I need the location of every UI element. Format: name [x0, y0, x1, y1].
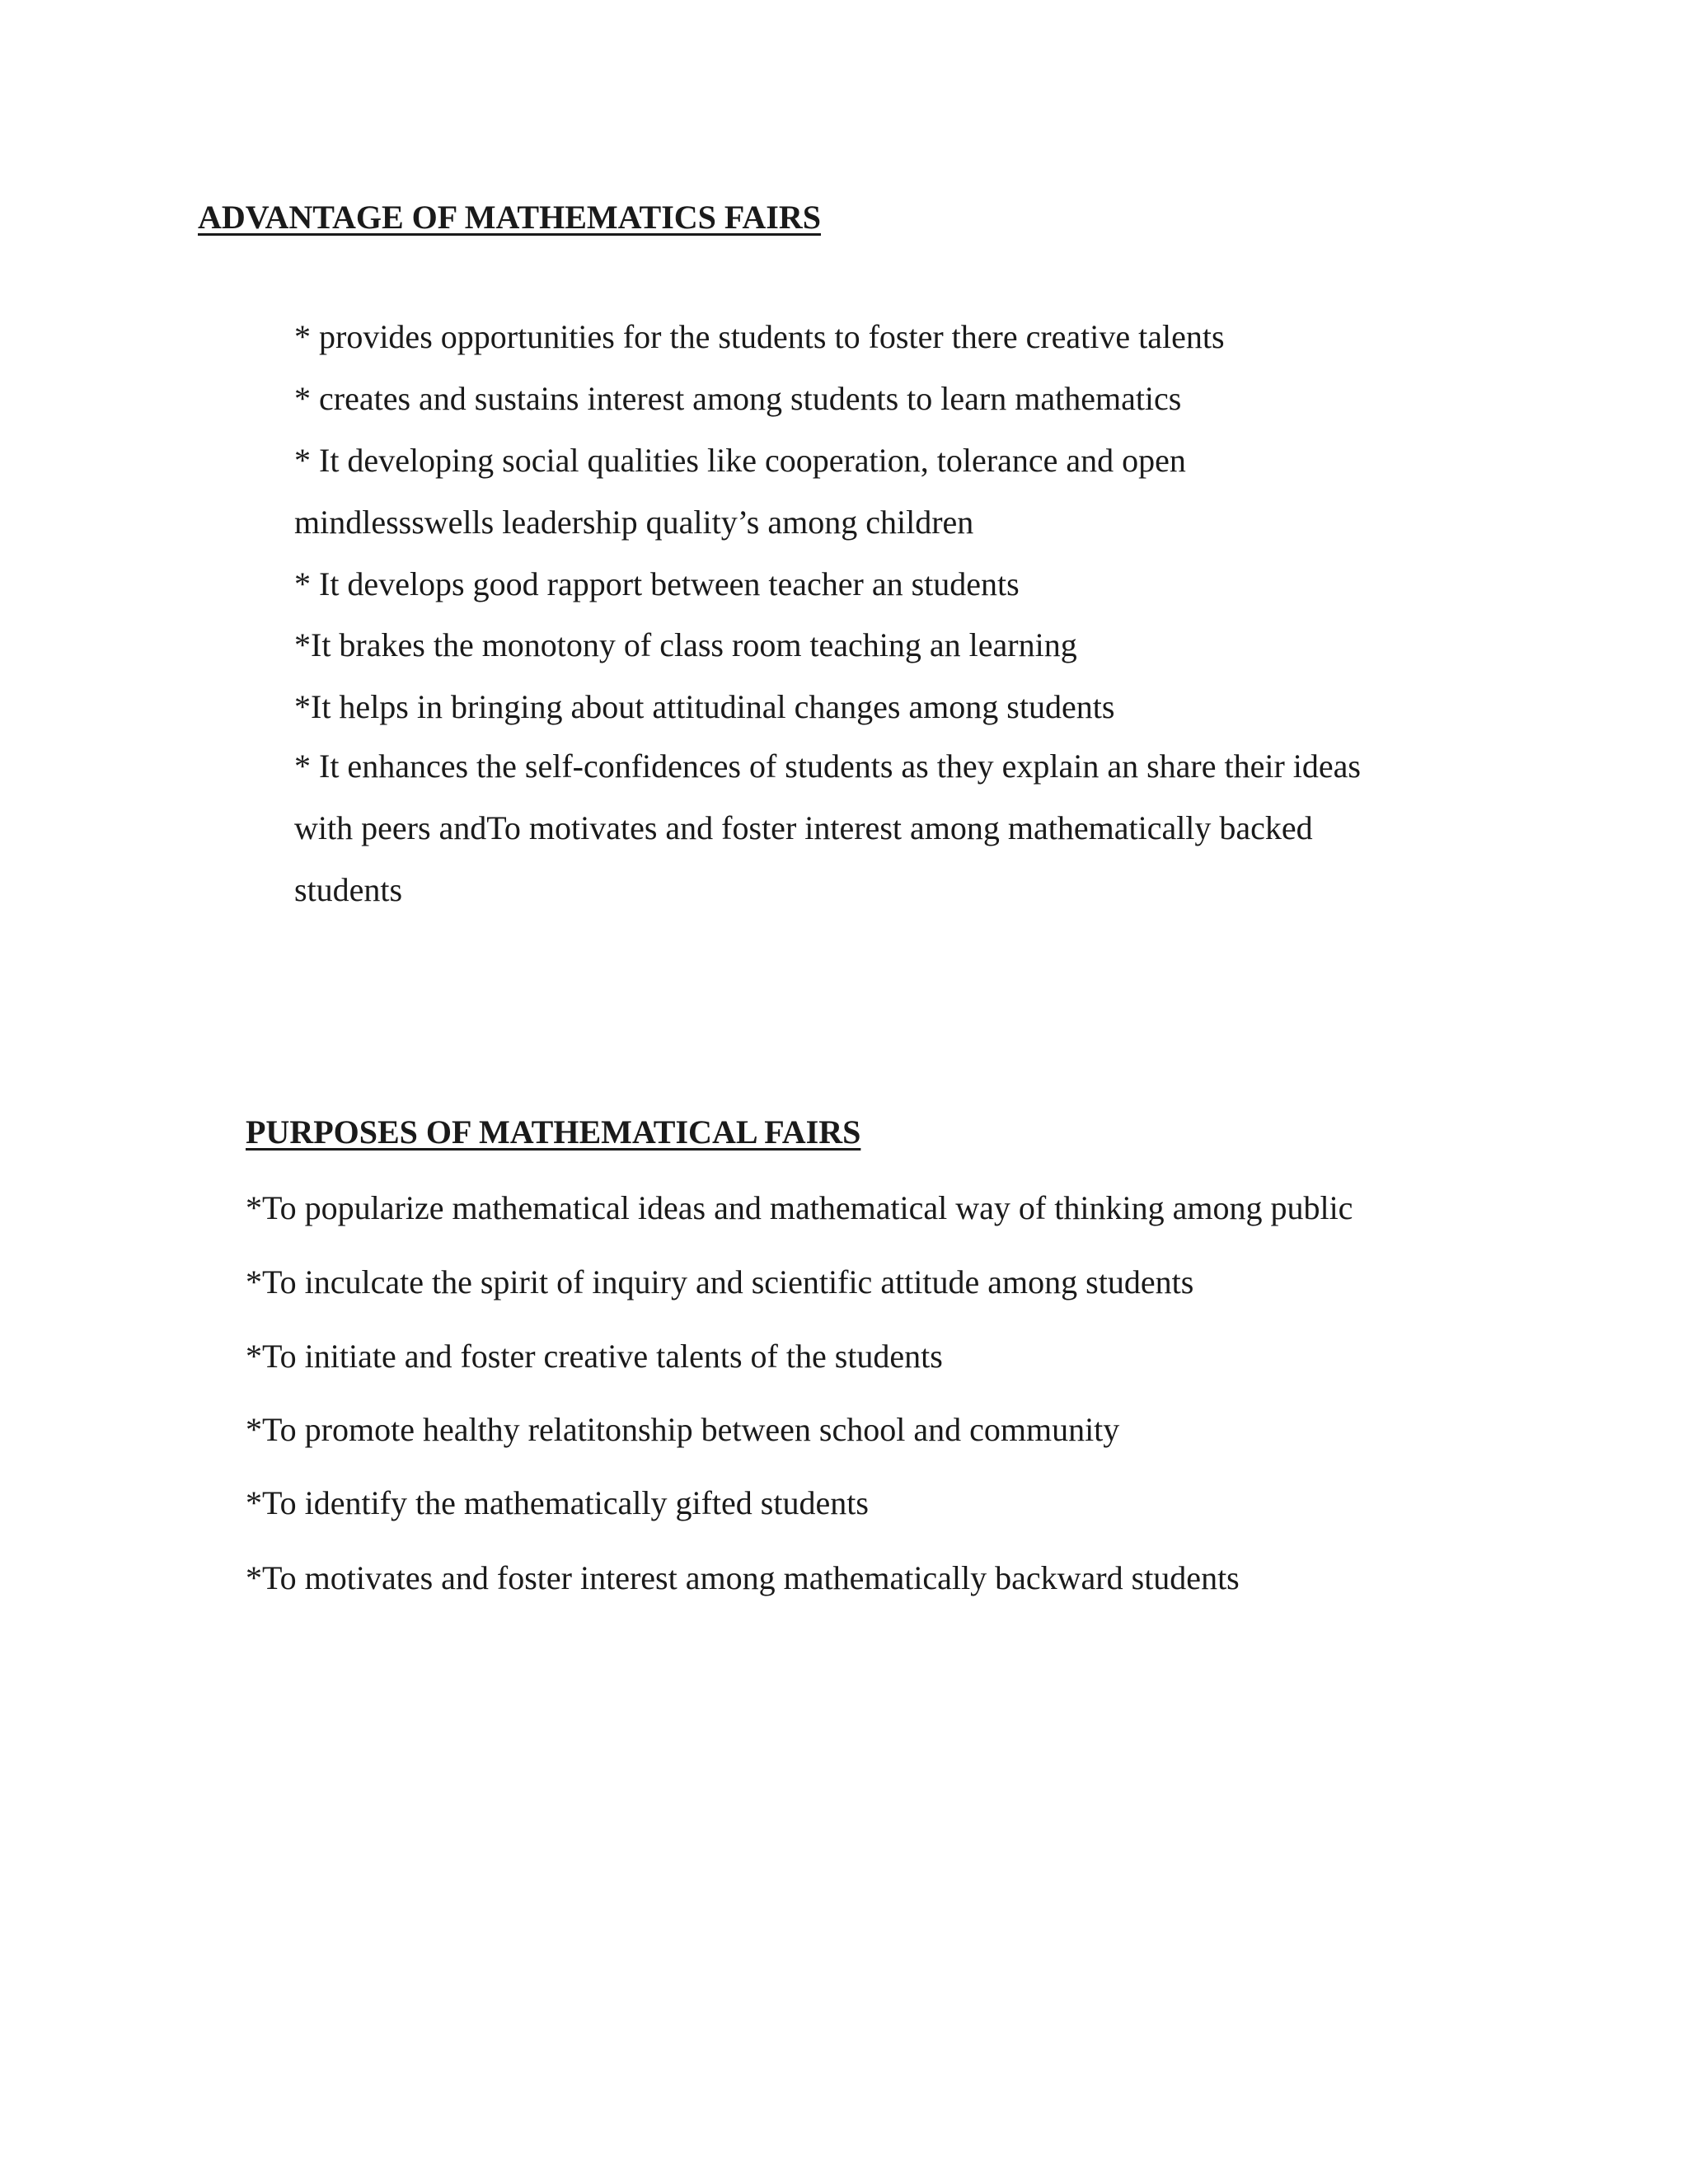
- advantage-item: * It developing social qualities like cooperation, tolerance and open: [294, 442, 1186, 479]
- advantage-item: * provides opportunities for the students to foster there creative talents: [294, 318, 1225, 355]
- advantage-item: * creates and sustains interest among students to learn mathematics: [294, 380, 1182, 417]
- advantage-item: * It enhances the self-confidences of students as they explain an share their ideas: [294, 748, 1361, 785]
- advantage-item-continuation: mindlessswells leadership quality’s among children: [294, 504, 974, 541]
- advantages-heading: ADVANTAGE OF MATHEMATICS FAIRS: [198, 199, 821, 236]
- purpose-item: *To initiate and foster creative talents of the students: [246, 1338, 943, 1375]
- purpose-item: *To popularize mathematical ideas and mathematical way of thinking among public: [246, 1189, 1353, 1226]
- purposes-heading: PURPOSES OF MATHEMATICAL FAIRS: [246, 1113, 861, 1151]
- purpose-item: *To inculcate the spirit of inquiry and scientific attitude among students: [246, 1263, 1194, 1301]
- purpose-item: *To motivates and foster interest among mathematically backward students: [246, 1559, 1240, 1596]
- advantage-item: * It develops good rapport between teacher an students: [294, 565, 1020, 602]
- advantage-item: *It brakes the monotony of class room teaching an learning: [294, 626, 1077, 663]
- purpose-item: *To identify the mathematically gifted students: [246, 1484, 869, 1521]
- advantage-item-continuation: students: [294, 871, 403, 908]
- purpose-item: *To promote healthy relatitonship between school and community: [246, 1411, 1120, 1448]
- advantage-item-continuation: with peers andTo motivates and foster interest among mathematically backed: [294, 809, 1313, 846]
- advantage-item: *It helps in bringing about attitudinal changes among students: [294, 688, 1115, 725]
